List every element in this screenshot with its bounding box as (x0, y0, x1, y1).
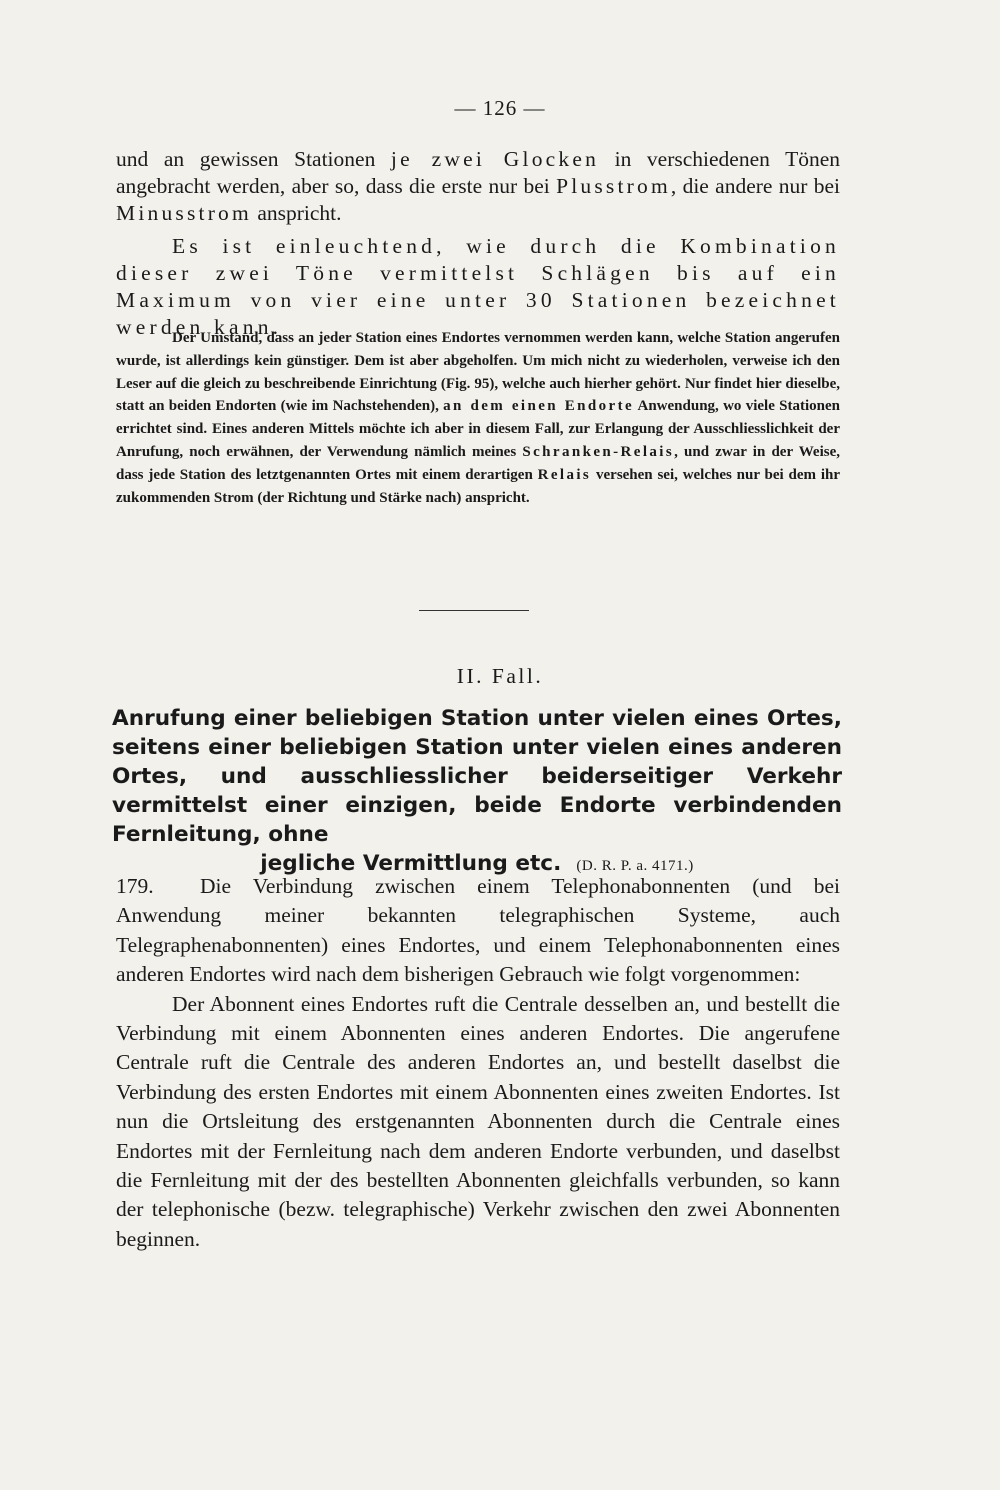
text-run: Der Umstand, dass an jeder Station eines Endortes vernommen werden kann, welche Station angerufen wurde, ist allerdings kein günstiger. Dem ist aber abgeholfen. Um mich nicht zu wiederholen, verweise ich den Leser auf die gleich zu beschreibende Einrichtung (Fig. 95), welche auch hierher gehört. Nur findet hier dieselbe, statt an beiden Endorten (wie im Nachstehenden), (116, 330, 840, 415)
heading-text-end: jegliche Vermittlung etc. (260, 851, 562, 876)
text-run: Die Verbindung zwischen einem Telephonabonnenten (und bei Anwendung meiner bekannten telegraphischen Systeme, auch Telegraphenabonnenten) eines Endortes, und einem Telephonabonnenten eines anderen Endortes wird nach dem bisherigen Gebrauch wie folgt vorgenommen: (116, 874, 840, 987)
page-number: — 126 — (454, 96, 546, 120)
spaced-text: an dem einen Endorte (443, 398, 635, 415)
case-title: II. Fall. (456, 664, 544, 688)
paragraph-179 (116, 872, 840, 990)
paragraph-glocken (116, 146, 840, 227)
spaced-text: je zwei Glocken (390, 147, 600, 171)
text-run: und an gewissen Stationen (116, 147, 391, 171)
spaced-text: Plusstrom (556, 174, 671, 198)
section-heading (112, 704, 842, 881)
footnote-block (116, 327, 840, 509)
text-run: , die andere nur bei (670, 174, 840, 198)
main-paragraph-block (116, 872, 840, 1254)
note-paragraph (116, 327, 840, 509)
spaced-text: Schranken-Relais (522, 443, 675, 460)
heading-text: Anrufung einer beliebigen Station unter vielen eines Ortes, seitens einer beliebigen Station unter vielen eines anderen Ortes, und ausschliesslicher beiderseitiger Verkehr vermittelst einer einzigen, beide Endorte verbindenden Fernleitung, ohne (112, 706, 842, 847)
spaced-text: Minusstrom (116, 201, 252, 225)
top-paragraph-block (116, 146, 840, 341)
section-divider (419, 610, 529, 611)
patent-reference: (D. R. P. a. 4171.) (576, 858, 694, 874)
text-run: , und zwar in der Weise, dass jede Station des letztgenannten Ortes mit einem derartigen (116, 443, 840, 483)
paragraph-number: 179. (116, 874, 154, 898)
text-run: versehen sei, welches nur bei dem ihr zukommenden Strom (der Richtung und Stärke nach) anspricht. (116, 466, 841, 506)
paragraph-abonnent: Der Abonnent eines Endortes ruft die Centrale desselben an, und bestellt die Verbindung mit einem Abonnenten eines anderen Endortes. Die angerufene Centrale ruft die Centrale des anderen Endortes an, und bestellt daselbst die Verbindung des ersten Endortes mit einem Abonnenten eines zweiten Endortes. Ist nun die Ortsleitung des erstgenannten Abonnenten durch die Centrale eines Endortes mit der Fernleitung nach dem anderen Endorte verbunden, und daselbst die Fernleitung mit der des bestellten Abonnenten gleichfalls verbunden, so kann der telephonische (bezw. telegraphische) Verkehr zwischen den zwei Abonnenten beginnen. (116, 991, 840, 1251)
text-run: in verschiedenen Tönen angebracht werden, aber so, dass die erste nur bei (116, 147, 841, 198)
spaced-text: Relais (537, 466, 592, 483)
text-run: Anwendung, wo viele Stationen errichtet sind. Eines anderen Mittels möchte ich aber in diesem Fall, zur Erlangung der Ausschliesslichkeit der Anrufung, noch erwähnen, der Verwendung nämlich meines (116, 398, 840, 460)
paragraph-kombination: Es ist einleuchtend, wie durch die Kombination dieser zwei Töne vermittelst Schlägen bis auf ein Maximum von vier eine unter 30 Stationen bezeichnet werden kann. (116, 234, 840, 339)
text-run: anspricht. (251, 201, 342, 225)
